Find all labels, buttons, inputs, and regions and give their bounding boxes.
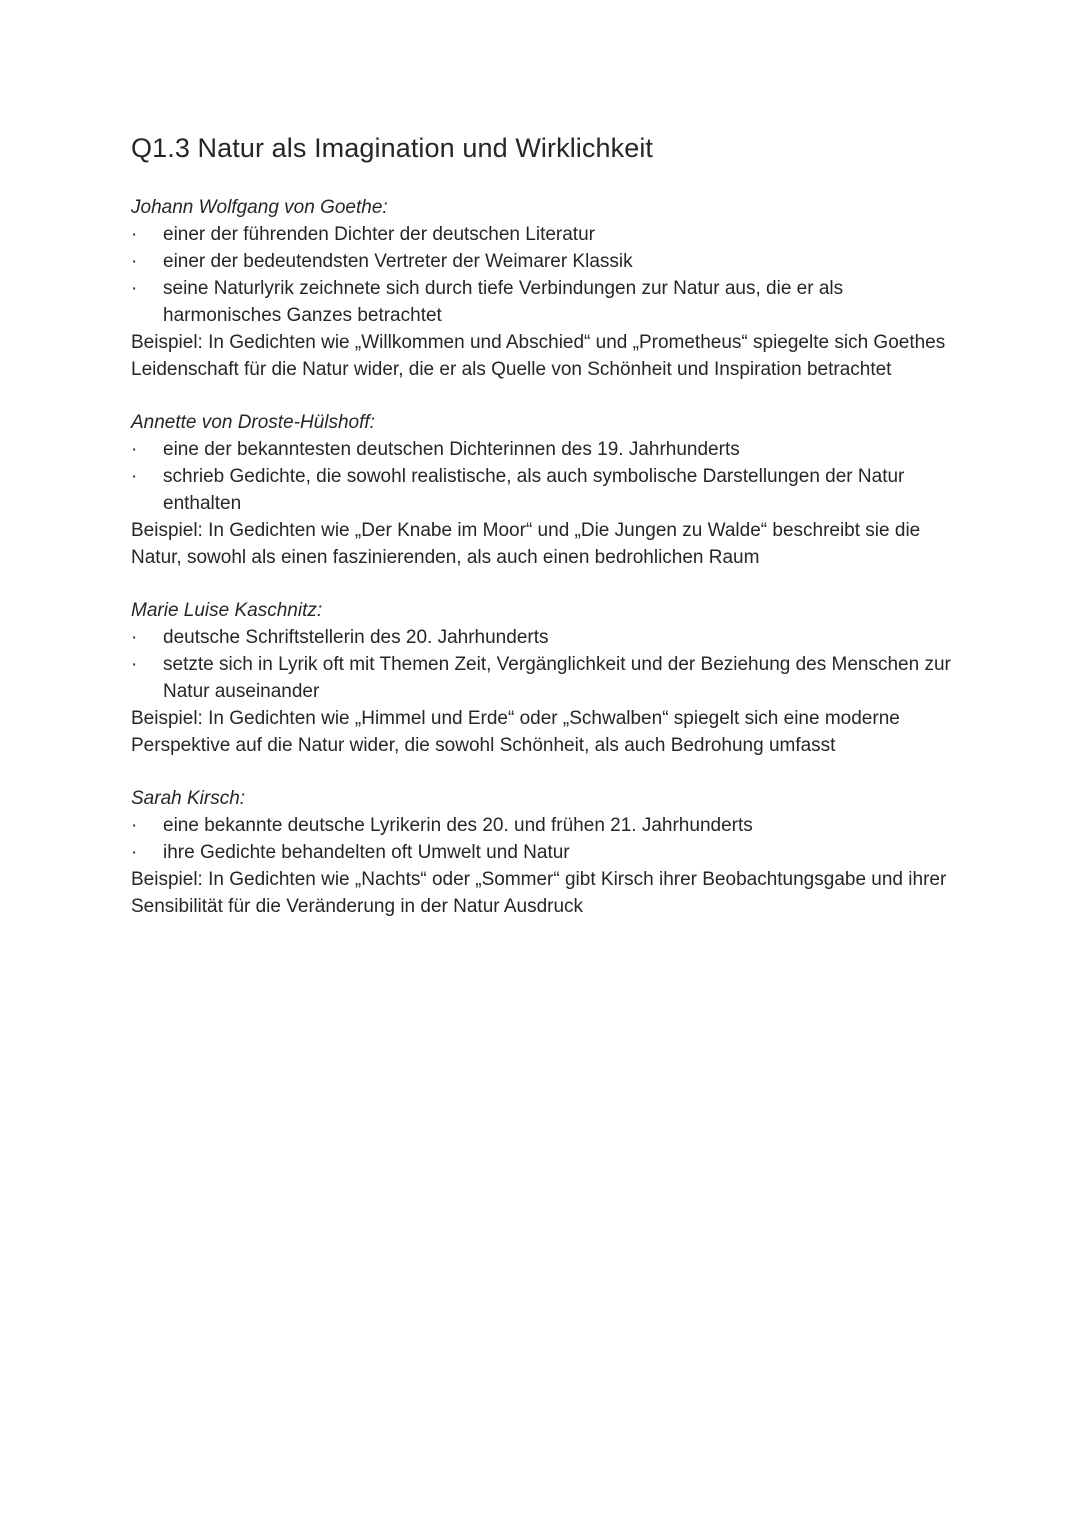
bullet-list [131, 221, 961, 329]
bullet-list [131, 812, 961, 866]
author-heading: Johann Wolfgang von Goethe: [131, 197, 388, 218]
list-item [131, 436, 961, 463]
bullet-icon: · [131, 439, 138, 460]
bullet-list [131, 436, 961, 517]
example-paragraph: Beispiel: In Gedichten wie „Nachts“ oder „Sommer“ gibt Kirsch ihrer Beobachtungsgabe und ihrer Sensibilität für die Veränderung in der Natur Ausdruck [131, 869, 947, 917]
bullet-icon: · [131, 251, 138, 272]
bullet-icon: · [131, 224, 138, 245]
list-item-text: schrieb Gedichte, die sowohl realistische, als auch symbolische Darstellungen der Natur enthalten [163, 466, 905, 514]
list-item-text: einer der bedeutendsten Vertreter der Weimarer Klassik [163, 251, 633, 272]
list-item-text: eine bekannte deutsche Lyrikerin des 20. und frühen 21. Jahrhunderts [163, 815, 753, 836]
bullet-icon: · [131, 278, 138, 299]
author-section-goethe [131, 194, 961, 383]
example-paragraph: Beispiel: In Gedichten wie „Himmel und Erde“ oder „Schwalben“ spiegelt sich eine moderne Perspektive auf die Natur wider, die sowohl Schönheit, als auch Bedrohung umfasst [131, 708, 900, 756]
author-section-droste-huelshoff [131, 409, 961, 571]
list-item [131, 275, 961, 329]
bullet-icon: · [131, 627, 138, 648]
bullet-icon: · [131, 815, 138, 836]
list-item [131, 839, 961, 866]
author-heading: Annette von Droste-Hülshoff: [131, 412, 375, 433]
list-item [131, 221, 961, 248]
author-heading: Sarah Kirsch: [131, 788, 246, 809]
bullet-list [131, 624, 961, 705]
document-page [131, 128, 961, 946]
bullet-icon: · [131, 842, 138, 863]
list-item [131, 463, 961, 517]
example-paragraph: Beispiel: In Gedichten wie „Willkommen und Abschied“ und „Prometheus“ spiegelte sich Goethes Leidenschaft für die Natur wider, die er als Quelle von Schönheit und Inspiration betrachtet [131, 332, 946, 380]
example-paragraph: Beispiel: In Gedichten wie „Der Knabe im Moor“ und „Die Jungen zu Walde“ beschreibt sie die Natur, sowohl als einen faszinierenden, als auch einen bedrohlichen Raum [131, 520, 921, 568]
list-item-text: eine der bekanntesten deutschen Dichterinnen des 19. Jahrhunderts [163, 439, 740, 460]
list-item-text: einer der führenden Dichter der deutschen Literatur [163, 224, 595, 245]
bullet-icon: · [131, 654, 138, 675]
page-title: Q1.3 Natur als Imagination und Wirklichkeit [131, 133, 654, 163]
list-item-text: setzte sich in Lyrik oft mit Themen Zeit, Vergänglichkeit und der Beziehung des Menschen zur Natur auseinander [163, 654, 951, 702]
author-section-kaschnitz [131, 597, 961, 759]
list-item-text: deutsche Schriftstellerin des 20. Jahrhunderts [163, 627, 549, 648]
list-item [131, 248, 961, 275]
bullet-icon: · [131, 466, 138, 487]
list-item-text: seine Naturlyrik zeichnete sich durch tiefe Verbindungen zur Natur aus, die er als harmonisches Ganzes betrachtet [163, 278, 844, 326]
author-section-kirsch [131, 785, 961, 920]
list-item [131, 651, 961, 705]
list-item [131, 624, 961, 651]
author-heading: Marie Luise Kaschnitz: [131, 600, 323, 621]
list-item-text: ihre Gedichte behandelten oft Umwelt und Natur [163, 842, 570, 863]
list-item [131, 812, 961, 839]
